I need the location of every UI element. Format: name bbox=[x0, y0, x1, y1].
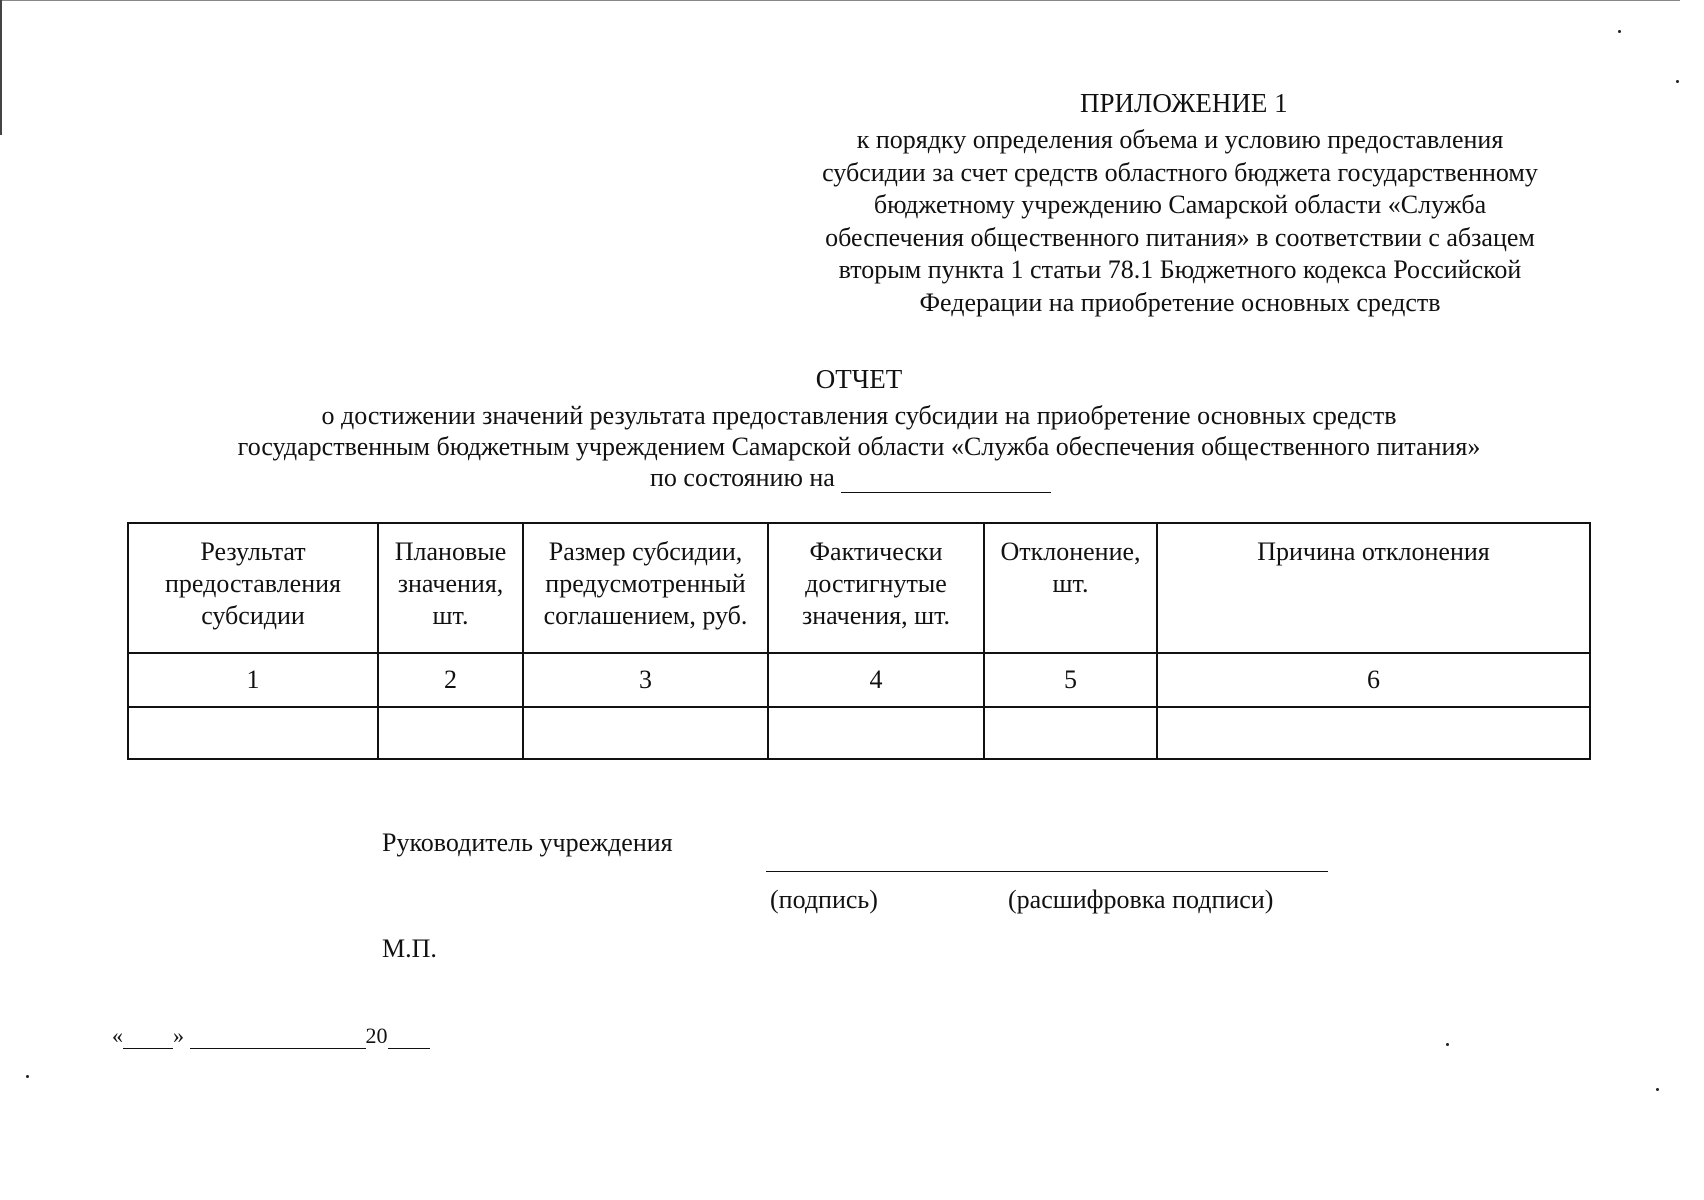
date-day-blank[interactable] bbox=[123, 1030, 173, 1049]
cell-deviation[interactable] bbox=[984, 707, 1157, 759]
scan-speck bbox=[1656, 1088, 1659, 1091]
date-year-blank[interactable] bbox=[388, 1030, 430, 1049]
stamp-label: М.П. bbox=[382, 934, 437, 963]
scan-speck bbox=[1618, 30, 1621, 33]
header-result: Результат предоставления субсидии bbox=[128, 523, 378, 653]
column-number: 2 bbox=[378, 653, 523, 707]
cell-subsidy-amount[interactable] bbox=[523, 707, 768, 759]
cell-actual[interactable] bbox=[768, 707, 984, 759]
appendix-line: субсидии за счет средств областного бюджета государственному bbox=[822, 157, 1538, 187]
cell-planned[interactable] bbox=[378, 707, 523, 759]
signature-decoding-caption: (расшифровка подписи) bbox=[1008, 885, 1274, 914]
column-number: 5 bbox=[984, 653, 1157, 707]
appendix-line: вторым пункта 1 статьи 78.1 Бюджетного кодекса Российской bbox=[838, 255, 1522, 284]
report-subtitle-line: о достижении значений результата предоставления субсидии на приобретение основных средств bbox=[321, 401, 1397, 430]
appendix-line: обеспечения общественного питания» в соответствии с абзацем bbox=[825, 222, 1535, 252]
appendix-line: к порядку определения объема и условию предоставления bbox=[856, 125, 1504, 154]
header-reason: Причина отклонения bbox=[1157, 523, 1590, 653]
date-close-quote: » bbox=[173, 1023, 184, 1048]
table-header-row bbox=[128, 523, 1590, 653]
as-of-label: по состоянию на bbox=[650, 463, 835, 492]
cell-result[interactable] bbox=[128, 707, 378, 759]
appendix-title: ПРИЛОЖЕНИЕ 1 bbox=[1080, 88, 1288, 118]
signature-caption: (подпись) bbox=[770, 885, 878, 914]
scan-top-rule bbox=[0, 0, 1680, 1]
as-of-row bbox=[650, 463, 1051, 493]
column-number-row bbox=[128, 653, 1590, 707]
appendix-text bbox=[780, 124, 1580, 319]
date-month-blank[interactable] bbox=[190, 1030, 366, 1049]
column-number: 3 bbox=[523, 653, 768, 707]
report-table bbox=[127, 522, 1591, 760]
header-planned: Плановые значения, шт. bbox=[378, 523, 523, 653]
signature-line[interactable] bbox=[766, 871, 1328, 872]
date-open-quote: « bbox=[112, 1023, 123, 1048]
header-actual: Фактически достигнутые значения, шт. bbox=[768, 523, 984, 653]
report-subtitle bbox=[0, 400, 1704, 462]
scan-speck bbox=[26, 1075, 29, 1078]
scan-speck bbox=[1676, 80, 1679, 83]
as-of-date-blank[interactable] bbox=[841, 470, 1051, 493]
column-number: 4 bbox=[768, 653, 984, 707]
report-title: ОТЧЕТ bbox=[815, 364, 903, 394]
appendix-line: Федерации на приобретение основных средств bbox=[919, 287, 1441, 317]
date-line bbox=[112, 1023, 430, 1049]
scan-margin-mark bbox=[0, 0, 2, 135]
cell-reason[interactable] bbox=[1157, 707, 1590, 759]
header-subsidy-amount: Размер субсидии, предусмотренный соглашением, руб. bbox=[523, 523, 768, 653]
report-subtitle-line: государственным бюджетным учреждением Самарской области «Служба обеспечения общественного питания» bbox=[237, 432, 1481, 461]
table-row bbox=[128, 707, 1590, 759]
column-number: 1 bbox=[128, 653, 378, 707]
appendix-line: бюджетному учреждению Самарской области «Служба bbox=[873, 190, 1487, 219]
head-of-institution-label: Руководитель учреждения bbox=[382, 828, 673, 857]
date-year-prefix: 20 bbox=[365, 1023, 388, 1048]
header-deviation: Отклонение, шт. bbox=[984, 523, 1157, 653]
scan-speck bbox=[1446, 1043, 1449, 1046]
column-number: 6 bbox=[1157, 653, 1590, 707]
